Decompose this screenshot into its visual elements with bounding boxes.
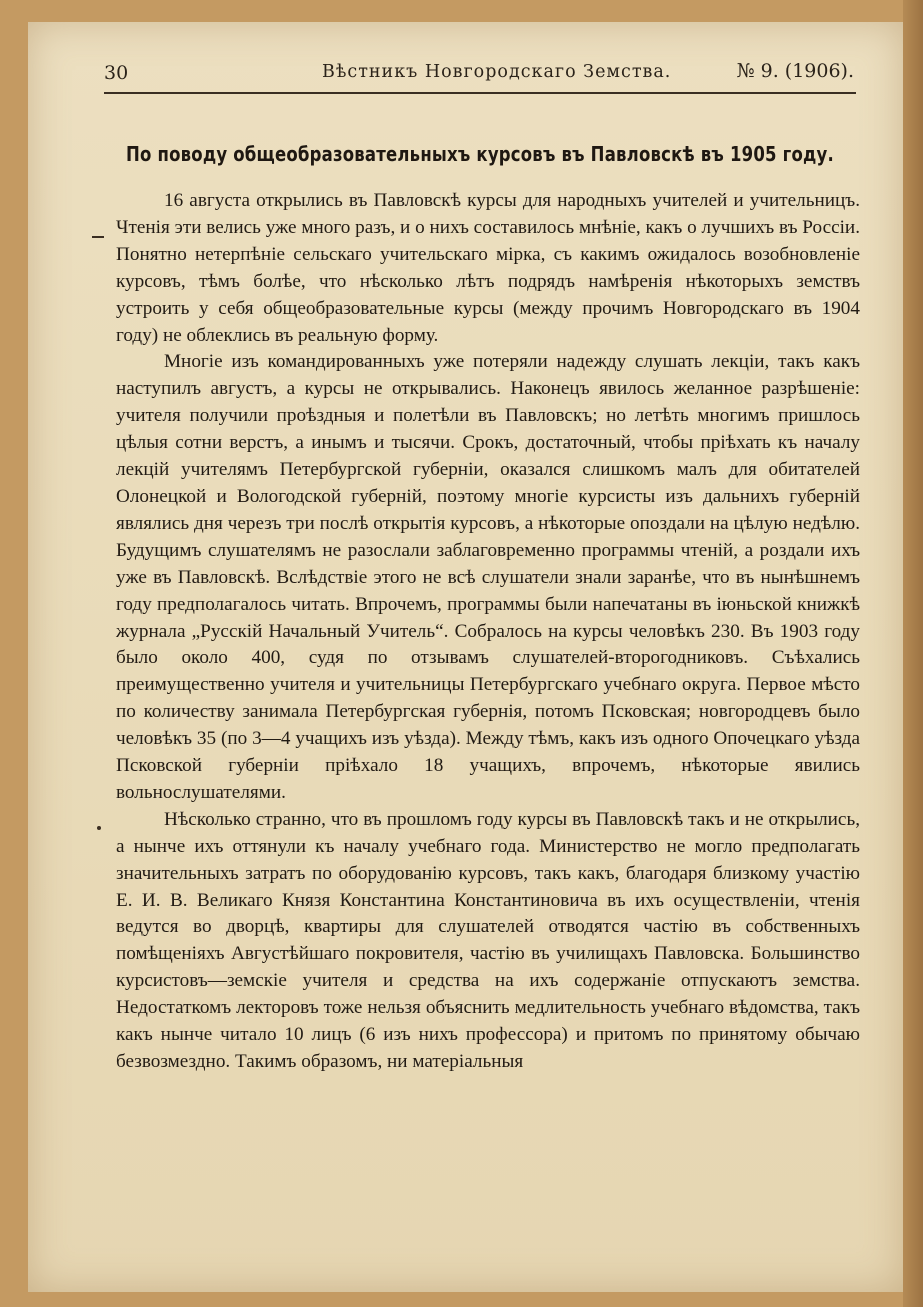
paragraph-3: Нѣсколько странно, что въ прошломъ году курсы въ Павловскѣ такъ и не открылись, а нынче ихъ оттянули къ началу учебнаго года. Министерство не могло предполагать значительныхъ затратъ по оборудованію курсовъ, такъ какъ, благодаря близкому участію Е. И. В. Великаго Князя Константина Константиновича въ ихъ осуществленіи, чтенія ведутся во дворцѣ, квартиры для слушателей отводятся частію въ собственныхъ помѣщеніяхъ Августѣйшаго покровителя, частію въ училищахъ Павловска. Большинство курсистовъ—земскіе учителя и средства на ихъ содержаніе отпускаютъ земства. Недостаткомъ лекторовъ тоже нельзя объяснить медлительность учебнаго вѣдомства, такъ какъ нынче читало 10 лицъ (6 изъ нихъ профессора) и притомъ по принятому обычаю безвозмездно. Такимъ образомъ, ни матеріальныя (116, 808, 860, 1072)
article-title: По поводу общеобразовательныхъ курсовъ въ Павловскѣ въ 1905 году. (126, 142, 834, 166)
article-body (116, 188, 860, 1076)
issue-number: № 9. (1906). (736, 60, 854, 82)
header-rule (104, 92, 856, 94)
paragraph-1: 16 августа открылись въ Павловскѣ курсы для народныхъ учителей и учительницъ. Чтенія эти велись уже много разъ, и о нихъ составилось мнѣніе, какъ о лучшихъ въ Россіи. Понятно нетерпѣніе сельскаго учительскаго мірка, съ какимъ ожидалось возобновленіе курсовъ, тѣмъ болѣе, что нѣсколько лѣтъ подрядъ намѣренія нѣкоторыхъ земствъ устроить у себя общеобразовательные курсы (между прочимъ Новгородскаго въ 1904 году) не облеклись въ реальную форму. (116, 190, 860, 346)
margin-mark-dot (97, 826, 101, 830)
page-edge (903, 0, 923, 1307)
margin-mark-dash (92, 236, 104, 238)
page-header (104, 58, 856, 92)
page-number: 30 (104, 62, 129, 84)
paragraph-2: Многіе изъ командированныхъ уже потеряли надежду слушать лекціи, такъ какъ наступилъ августъ, а курсы не открывались. Наконецъ явилось желанное разрѣшеніе: учителя получили проѣздныя и полетѣли въ Павловскъ; но летѣть многимъ пришлось цѣлыя сотни верстъ, а инымъ и тысячи. Срокъ, достаточный, чтобы пріѣхать къ началу лекцій учителямъ Петербургской губерніи, оказался слишкомъ малъ для обитателей Олонецкой и Вологодской губерній, поэтому многіе курсисты изъ дальнихъ губерній являлись дня черезъ три послѣ открытія курсовъ, а нѣкоторые опоздали на цѣлую недѣлю. Будущимъ слушателямъ не разослали заблаговременно программы чтеній, а роздали ихъ уже въ Павловскѣ. Вслѣдствіе этого не всѣ слушатели знали заранѣе, что въ нынѣшнемъ году предполагалось читать. Впрочемъ, программы были напечатаны въ іюньской книжкѣ журнала „Русскій Начальный Учитель“. Собралось на курсы человѣкъ 230. Въ 1903 году было около 400, судя по отзывамъ слушателей-второгодниковъ. Съѣхались преимущественно учителя и учительницы Петербургскаго учебнаго округа. Первое мѣсто по количеству занимала Петербургская губернія, потомъ Псковская; новгородцевъ было человѣкъ 35 (по 3—4 учащихъ изъ уѣзда). Между тѣмъ, какъ изъ одного Опочецкаго уѣзда Псковской губерніи пріѣхало 18 учащихъ, впрочемъ, нѣкоторые явились вольнослушателями. (116, 351, 860, 803)
journal-title: Вѣстникъ Новгородскаго Земства. (322, 62, 672, 82)
